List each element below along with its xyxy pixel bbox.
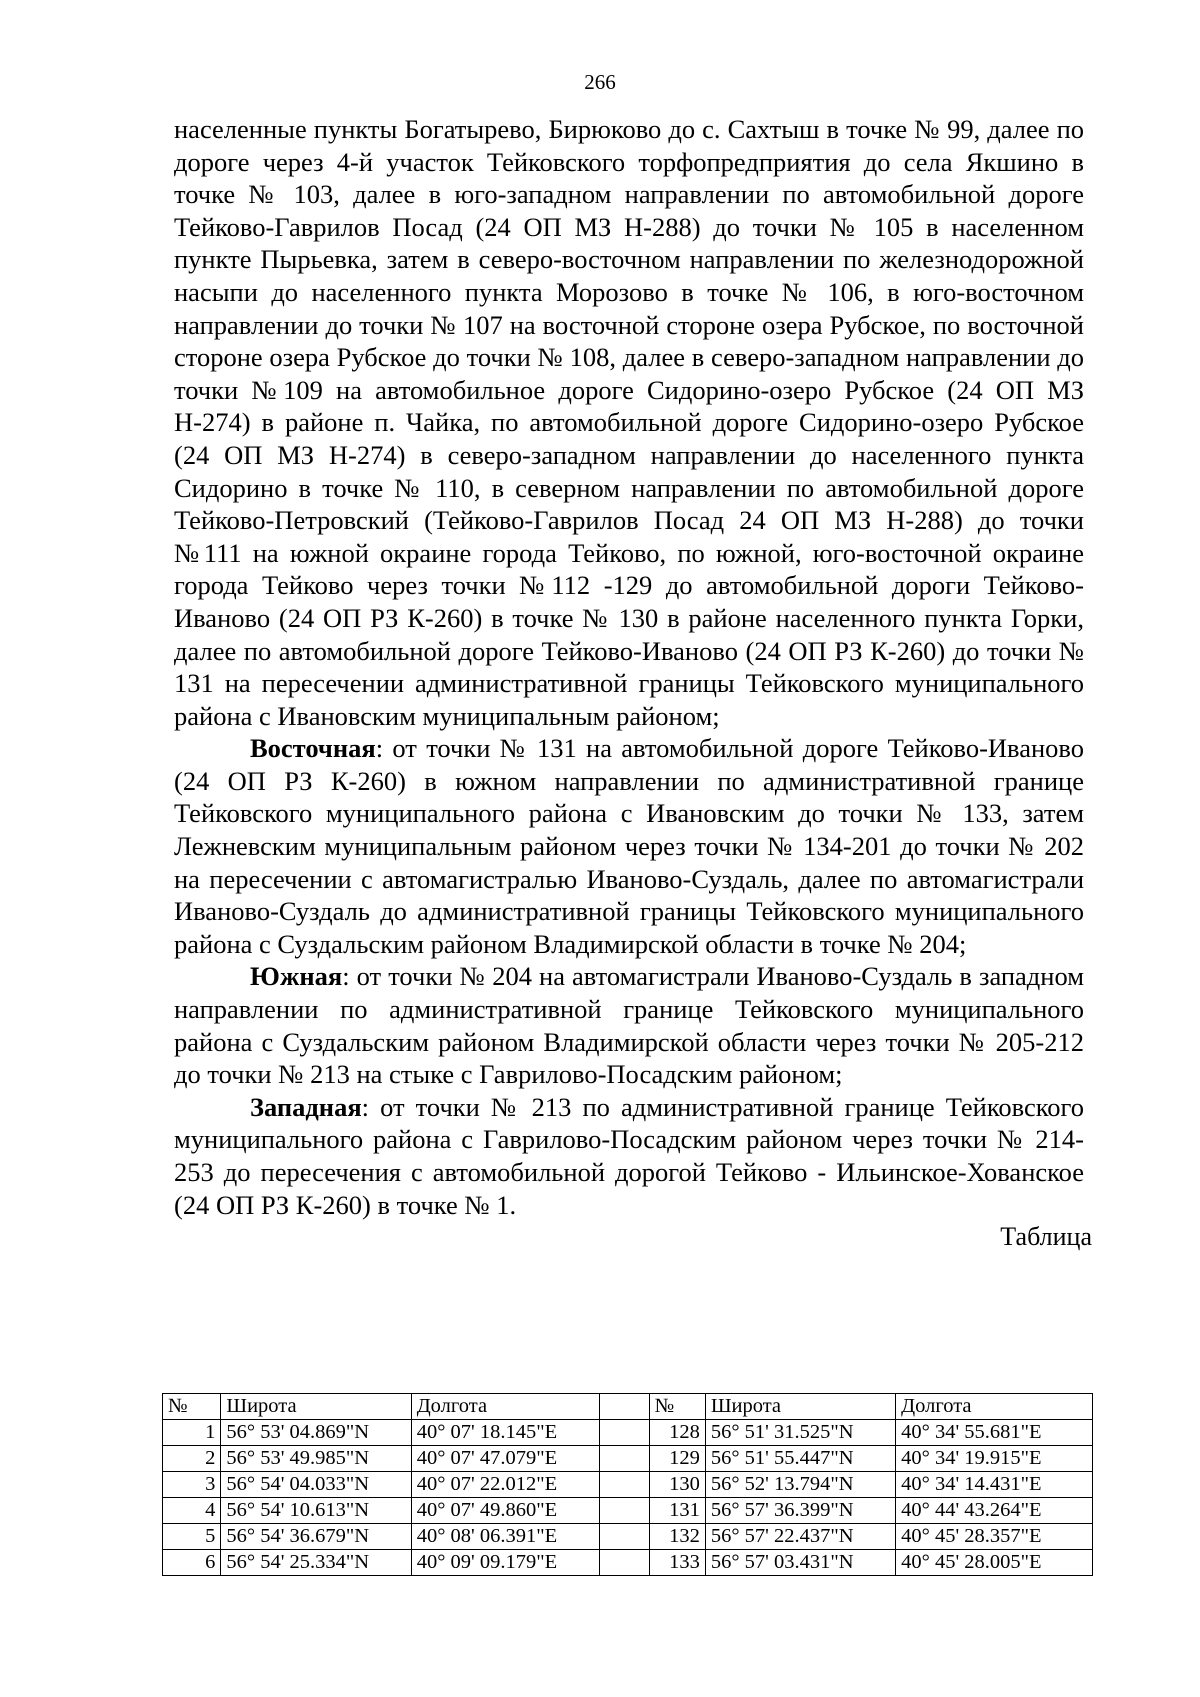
cell-longitude-2: 40° 34' 14.431"E <box>896 1472 1093 1498</box>
table-row <box>163 1420 1093 1446</box>
header-number: № <box>163 1394 221 1420</box>
cell-number: 3 <box>163 1472 221 1498</box>
page-number: 266 <box>584 70 616 94</box>
cell-number: 1 <box>163 1420 221 1446</box>
cell-number: 2 <box>163 1446 221 1472</box>
cell-spacer <box>599 1472 649 1498</box>
header-longitude-2: Долгота <box>896 1394 1093 1420</box>
south-text: : от точки № 204 на автомагистрали Иваново-Суздаль в западном направлении по административной границе Тейковского муниципального района с Суздальским районом Владимирской области через точки № 205-212 до точки № 213 на стыке с Гаврилово-Посадским районом; <box>174 961 1084 1090</box>
cell-spacer <box>599 1524 649 1550</box>
cell-latitude: 56° 53' 49.985"N <box>221 1446 411 1472</box>
cell-longitude: 40° 07' 49.860"E <box>411 1498 599 1524</box>
cell-latitude: 56° 54' 10.613"N <box>221 1498 411 1524</box>
cell-latitude-2: 56° 52' 13.794"N <box>705 1472 895 1498</box>
east-text: : от точки № 131 на автомобильной дороге Тейково-Иваново (24 ОП РЗ К-260) в южном направлении по административной границе Тейковского муниципального района с Ивановским до точки № 133, затем Лежневским муниципальным районом через точки № 134-201 до точки № 202 на пересечении с автомагистралью Иваново-Суздаль, далее по автомагистрали Иваново-Суздаль до административной границы Тейковского муниципального района с Суздальским районом Владимирской области в точке № 204; <box>174 733 1084 959</box>
document-body <box>174 113 1092 1252</box>
cell-spacer <box>599 1498 649 1524</box>
paragraph-north: населенные пункты Богатырево, Бирюково до с. Сахтыш в точке № 99, далее по дороге через 4-й участок Тейковского торфопредприятия до села Якшино в точке № 103, далее в юго-западном направлении по автомобильной дороге Тейково-Гаврилов Посад (24 ОП МЗ Н-288) до точки № 105 в населенном пункте Пырьевка, затем в северо-восточном направлении по железнодорожной насыпи до населенного пункта Морозово в точке № 106, в юго-восточном направлении до точки № 107 на восточной стороне озера Рубское, по восточной стороне озера Рубское до точки № 108, далее в северо-западном направлении до точки №109 на автомобильное дороге Сидорино-озеро Рубское (24 ОП МЗ Н-274) в районе п. Чайка, по автомобильной дороге Сидорино-озеро Рубское (24 ОП МЗ Н-274) в северо-западном направлении до населенного пункта Сидорино в точке № 110, в северном направлении по автомобильной дороге Тейково-Петровский (Тейково-Гаврилов Посад 24 ОП МЗ Н-288) до точки №111 на южной окраине города Тейково, по южной, юго-восточной окраине города Тейково через точки №112 -129 до автомобильной дороги Тейково-Иваново (24 ОП РЗ К-260) в точке № 130 в районе населенного пункта Горки, далее по автомобильной дороге Тейково-Иваново (24 ОП РЗ К-260) до точки № 131 на пересечении административной границы Тейковского муниципального района с Ивановским муниципальным районом; <box>174 114 1084 731</box>
cell-latitude: 56° 54' 25.334"N <box>221 1550 411 1576</box>
cell-number-2: 133 <box>649 1550 705 1576</box>
cell-number: 5 <box>163 1524 221 1550</box>
cell-longitude-2: 40° 34' 55.681"E <box>896 1420 1093 1446</box>
paragraph-south <box>174 960 1084 1090</box>
cell-spacer <box>599 1550 649 1576</box>
cell-longitude-2: 40° 45' 28.005"E <box>896 1550 1093 1576</box>
cell-number-2: 130 <box>649 1472 705 1498</box>
coordinates-table <box>162 1393 1093 1576</box>
east-label: Восточная <box>250 733 376 764</box>
table-row <box>163 1550 1093 1576</box>
cell-latitude-2: 56° 57' 36.399"N <box>705 1498 895 1524</box>
paragraph-east <box>174 732 1084 960</box>
west-text: : от точки № 213 по административной границе Тейковского муниципального района с Гаврилово-Посадским районом через точки № 214-253 до пересечения с автомобильной дорогой Тейково - Ильинское-Хованское (24 ОП РЗ К-260) в точке № 1. <box>174 1091 1084 1220</box>
cell-latitude-2: 56° 57' 03.431"N <box>705 1550 895 1576</box>
table-row <box>163 1446 1093 1472</box>
cell-latitude: 56° 54' 36.679"N <box>221 1524 411 1550</box>
cell-latitude-2: 56° 51' 31.525"N <box>705 1420 895 1446</box>
cell-longitude-2: 40° 45' 28.357"E <box>896 1524 1093 1550</box>
header-spacer <box>599 1394 649 1420</box>
paragraph-west <box>174 1091 1084 1221</box>
table-header-row <box>163 1394 1093 1420</box>
cell-latitude-2: 56° 51' 55.447"N <box>705 1446 895 1472</box>
cell-number-2: 132 <box>649 1524 705 1550</box>
cell-number-2: 129 <box>649 1446 705 1472</box>
cell-longitude: 40° 09' 09.179"E <box>411 1550 599 1576</box>
cell-longitude: 40° 07' 47.079"E <box>411 1446 599 1472</box>
cell-number: 6 <box>163 1550 221 1576</box>
table-row <box>163 1524 1093 1550</box>
cell-longitude: 40° 07' 18.145"E <box>411 1420 599 1446</box>
west-label: Западная <box>250 1091 362 1122</box>
cell-number-2: 131 <box>649 1498 705 1524</box>
south-label: Южная <box>250 961 343 992</box>
header-latitude: Широта <box>221 1394 411 1420</box>
header-longitude: Долгота <box>411 1394 599 1420</box>
cell-longitude-2: 40° 44' 43.264"E <box>896 1498 1093 1524</box>
cell-number-2: 128 <box>649 1420 705 1446</box>
header-latitude-2: Широта <box>705 1394 895 1420</box>
table-row <box>163 1498 1093 1524</box>
cell-longitude-2: 40° 34' 19.915"E <box>896 1446 1093 1472</box>
cell-spacer <box>599 1446 649 1472</box>
cell-longitude: 40° 07' 22.012"E <box>411 1472 599 1498</box>
cell-latitude-2: 56° 57' 22.437"N <box>705 1524 895 1550</box>
header-number-2: № <box>649 1394 705 1420</box>
cell-spacer <box>599 1420 649 1446</box>
table-row <box>163 1472 1093 1498</box>
cell-number: 4 <box>163 1498 221 1524</box>
table-caption: Таблица <box>1000 1222 1092 1252</box>
cell-latitude: 56° 53' 04.869"N <box>221 1420 411 1446</box>
cell-latitude: 56° 54' 04.033"N <box>221 1472 411 1498</box>
cell-longitude: 40° 08' 06.391"E <box>411 1524 599 1550</box>
